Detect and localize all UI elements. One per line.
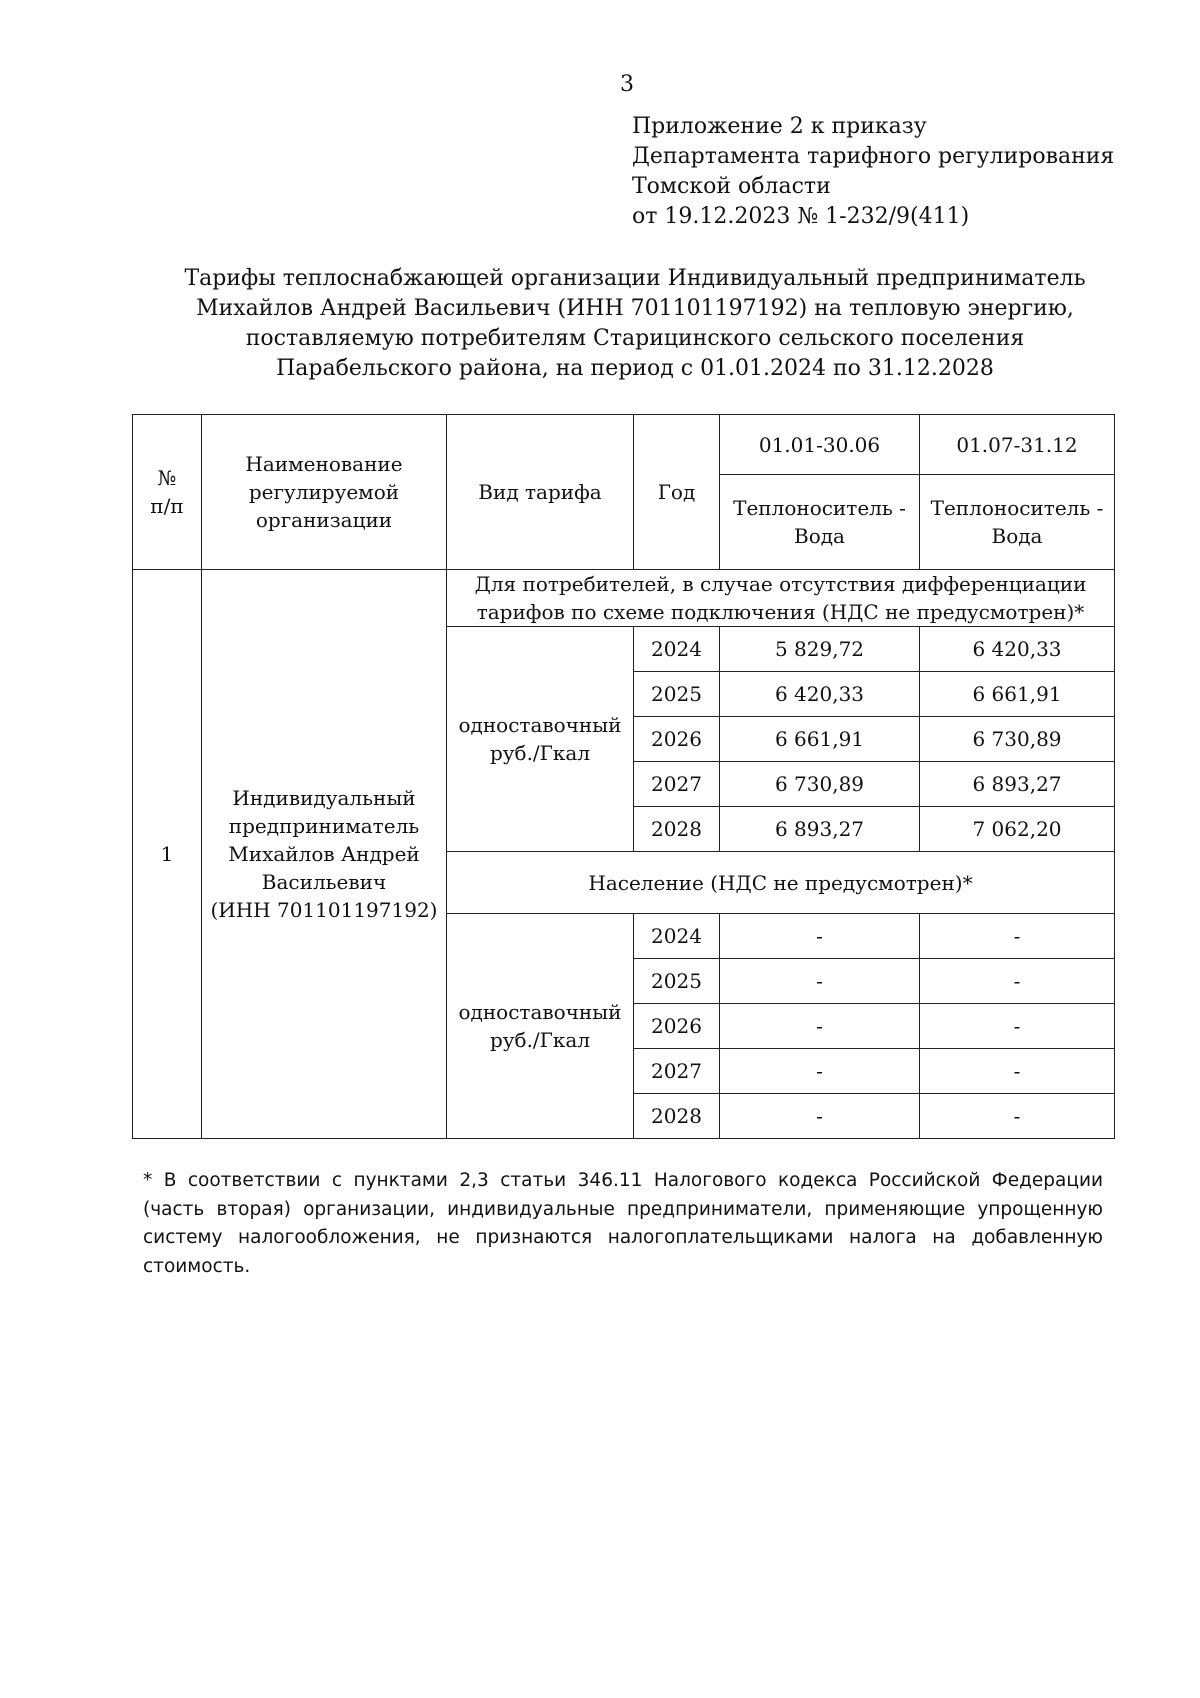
value-cell-period-1: - [720, 959, 920, 1004]
value-cell-period-1: 6 730,89 [720, 762, 920, 807]
page-number: 3 [620, 72, 634, 97]
appendix-line: Приложение 2 к приказу [632, 114, 927, 139]
year-cell: 2028 [634, 807, 720, 852]
header-organization-line: Наименование [245, 452, 403, 476]
year-cell: 2026 [634, 717, 720, 762]
value-cell-period-2: - [920, 1049, 1115, 1094]
year-cell: 2024 [634, 914, 720, 959]
value-cell-period-1: 6 661,91 [720, 717, 920, 762]
year-cell: 2025 [634, 959, 720, 1004]
header-tariff-type: Вид тарифа [447, 415, 634, 570]
header-carrier-line: Вода [794, 524, 845, 548]
header-carrier-2 [920, 475, 1115, 570]
header-carrier-line: Теплоноситель - [930, 496, 1104, 520]
section-title-population: Население (НДС не предусмотрен)* [447, 852, 1115, 914]
value-cell-period-1: 6 420,33 [720, 672, 920, 717]
year-cell: 2026 [634, 1004, 720, 1049]
header-carrier-line: Теплоноситель - [733, 496, 906, 520]
header-period-2: 01.07-31.12 [920, 415, 1115, 475]
header-number [133, 415, 202, 570]
appendix-line: от 19.12.2023 № 1-232/9(411) [632, 204, 970, 229]
organization-name-cell [202, 570, 447, 1139]
value-cell-period-2: 6 420,33 [920, 627, 1115, 672]
tariff-table [132, 414, 1115, 1139]
row-number-cell: 1 [133, 570, 202, 1139]
title-line: поставляемую потребителям Старицинского сельского поселения [245, 326, 1025, 351]
section-title-line: тарифов по схеме подключения (НДС не предусмотрен)* [476, 600, 1085, 624]
title-line: Тарифы теплоснабжающей организации Индивидуальный предприниматель [184, 266, 1086, 291]
section-title-consumers [447, 570, 1115, 627]
organization-name-line: Васильевич [261, 870, 387, 894]
value-cell-period-2: - [920, 914, 1115, 959]
tariff-type-line: одноставочный [458, 1000, 622, 1024]
value-cell-period-1: - [720, 1049, 920, 1094]
header-organization-line: организации [255, 508, 393, 532]
value-cell-period-1: - [720, 914, 920, 959]
title-line: Парабельского района, на период с 01.01.2024 по 31.12.2028 [276, 356, 994, 381]
value-cell-period-1: - [720, 1094, 920, 1139]
header-period-1: 01.01-30.06 [720, 415, 920, 475]
appendix-line: Департамента тарифного регулирования [632, 144, 1115, 169]
header-organization-line: регулируемой [248, 480, 400, 504]
header-year: Год [634, 415, 720, 570]
header-number-line: п/п [150, 494, 184, 518]
tariff-type-cell [447, 627, 634, 852]
value-cell-period-2: 6 893,27 [920, 762, 1115, 807]
document-title [120, 264, 1150, 384]
value-cell-period-2: - [920, 959, 1115, 1004]
tariff-type-cell [447, 914, 634, 1139]
organization-name-line: Михайлов Андрей [228, 842, 420, 866]
section-header-row [133, 570, 1115, 627]
appendix-reference [632, 112, 1114, 232]
year-cell: 2027 [634, 762, 720, 807]
value-cell-period-2: - [920, 1004, 1115, 1049]
organization-name-line: (ИНН 701101197192) [210, 898, 438, 922]
footnote: * В соответствии с пунктами 2,3 статьи 346.11 Налогового кодекса Российской Федерации (часть вторая) организации, индивидуальные предприниматели, применяющие упрощенную систему налогообложения, не признаются налогоплательщиками налога на добавленную стоимость. [143, 1170, 1103, 1277]
value-cell-period-2: 6 730,89 [920, 717, 1115, 762]
value-cell-period-1: 6 893,27 [720, 807, 920, 852]
header-carrier-line: Вода [991, 524, 1043, 548]
value-cell-period-1: - [720, 1004, 920, 1049]
title-line: Михайлов Андрей Васильевич (ИНН 701101197192) на тепловую энергию, [196, 296, 1074, 321]
appendix-line: Томской области [632, 174, 831, 199]
value-cell-period-2: 6 661,91 [920, 672, 1115, 717]
year-cell: 2028 [634, 1094, 720, 1139]
header-row [133, 415, 1115, 475]
header-number-line: № [157, 466, 177, 490]
year-cell: 2024 [634, 627, 720, 672]
organization-name-line: предприниматель [228, 814, 420, 838]
year-cell: 2025 [634, 672, 720, 717]
year-cell: 2027 [634, 1049, 720, 1094]
value-cell-period-2: - [920, 1094, 1115, 1139]
header-carrier-1 [720, 475, 920, 570]
organization-name-line: Индивидуальный [232, 786, 416, 810]
tariff-type-line: руб./Гкал [489, 741, 591, 765]
value-cell-period-2: 7 062,20 [920, 807, 1115, 852]
tariff-type-line: руб./Гкал [489, 1028, 591, 1052]
header-organization [202, 415, 447, 570]
tariff-type-line: одноставочный [458, 713, 622, 737]
value-cell-period-1: 5 829,72 [720, 627, 920, 672]
section-title-line: Для потребителей, в случае отсутствия дифференциации [474, 572, 1087, 596]
